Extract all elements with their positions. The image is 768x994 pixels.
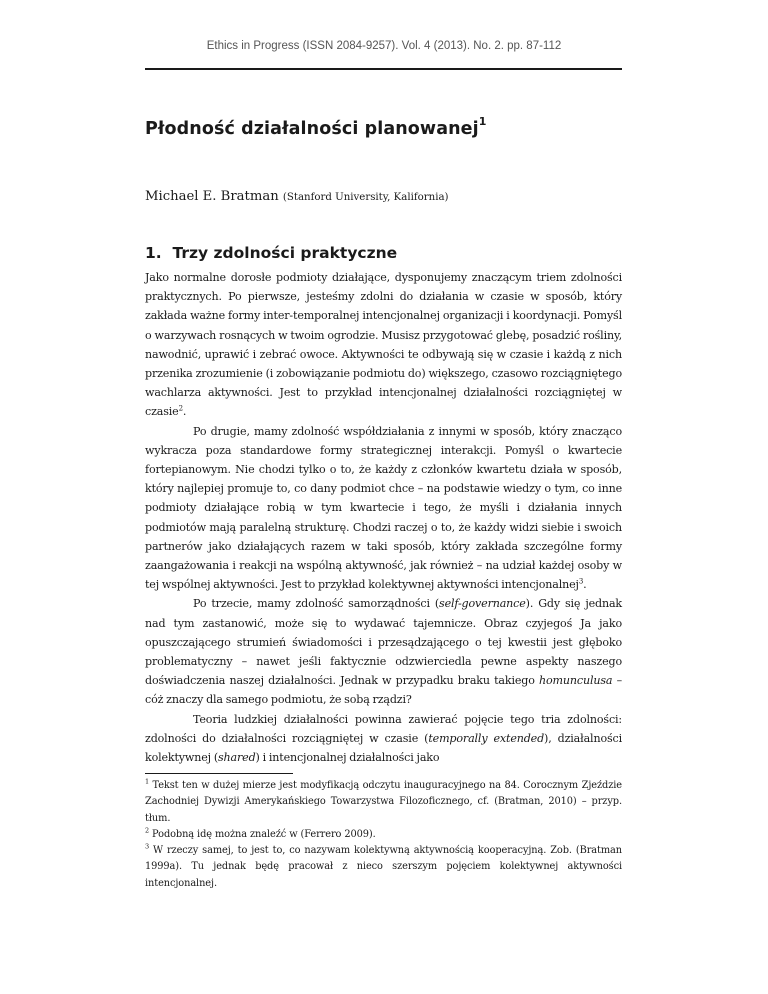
paragraph-2-end: .: [583, 578, 587, 592]
author-line: [145, 189, 449, 204]
paragraph-3-text-2: ). Gdy się jednak nad tym zastanowić, może się to wydawać tajemnicze. Obraz czyjegoś Ja jako opuszczającego strumień świadomości i przesądzającego o tej kwestii jest głęboko problematyczny – nawet jeśli faktycznie odzwierciedla pewne aspekty naszego doświadczenia naszej działalności. Jednak w przypadku braku takiego: [145, 597, 623, 688]
paragraph-3-text: Po trzecie, mamy zdolność samorządności (: [193, 597, 440, 611]
paragraph-1: [145, 268, 622, 422]
footnote-ref-2[interactable]: 2: [178, 404, 183, 413]
article-title: [145, 117, 625, 139]
footnote-ref-3[interactable]: 3: [578, 577, 584, 586]
body-text: [145, 268, 622, 767]
paragraph-4: [145, 710, 622, 768]
section-number: 1.: [145, 244, 162, 262]
footnote-mark: 1: [145, 777, 150, 786]
italic-term-temporally-extended: temporally extended: [428, 731, 545, 745]
section-title: Trzy zdolności praktyczne: [172, 244, 398, 262]
footnote-rule: [145, 773, 293, 774]
paragraph-3: [145, 594, 622, 709]
footnote-2: [145, 827, 622, 843]
paragraph-3-end: – cóż znaczy dla samego podmiotu, że sobą rządzi?: [145, 674, 623, 707]
paragraph-2: [145, 422, 622, 595]
footnote-text: Podobną idę można znaleźć w (Ferrero 2009).: [149, 828, 376, 840]
paragraph-4-text: Teoria ludzkiej działalności powinna zawierać pojęcie tego tria zdolności: zdolności do działalności rozciągniętej w czasie (: [145, 712, 622, 745]
article-title-text: Płodność działalności planowanej: [145, 118, 479, 139]
footnote-mark: 2: [145, 826, 150, 835]
footnote-3: [145, 843, 622, 892]
paragraph-4-end: ) i intencjonalnej działalności jako: [255, 751, 440, 765]
paragraph-1-end: .: [182, 405, 187, 419]
paragraph-4-text-2: ), działalności kolektywnej (: [145, 731, 622, 765]
author-affiliation: (Stanford University, Kalifornia): [282, 192, 449, 203]
footnote-text: W rzeczy samej, to jest to, co nazywam kolektywną aktywnością kooperacyjną. Zob. (Bratman 1999a). Tu jednak będę pracował z nieco szerszym pojęciem kolektywnej aktywności intencjonalnej.: [145, 845, 622, 889]
running-head: Ethics in Progress (ISSN 2084-9257). Vol. 4 (2013). No. 2. pp. 87-112: [206, 40, 562, 52]
paragraph-2-text: Po drugie, mamy zdolność współdziałania z innymi w sposób, który znacząco wykracza poza standardowe formy strategicznej interakcji. Pomyśl o kwartecie fortepianowym. Nie chodzi tylko o to, że każdy z członków kwartetu działa w sposób, który najlepiej promuje to, co dany podmiot chce – na podstawie wiedzy o tym, co inne podmioty działające robią w tym kwartecie i tego, że myśli i działania innych podmiotów mają paralelną strukturę. Chodzi raczej o to, że każdy widzi siebie i swoich partnerów jako działających razem w taki sposób, który zakłada szczególne formy zaangażowania i reakcji na wspólną aktywność, jak również – na udział każdej osoby w tej wspólnej aktywności. Jest to przykład kolektywnej aktywności intencjonalnej: [145, 424, 622, 592]
footnote-text: Tekst ten w dużej mierze jest modyfikacją odczytu inauguracyjnego na 84. Corocznym Zjeździe Zachodniej Dywizji Amerykańskiego Towarzystwa Filozoficznego, cf. (Bratman, 2010) – przyp. tłum.: [145, 780, 622, 824]
paragraph-1-text: Jako normalne dorosłe podmioty działające, dysponujemy znaczącym triem zdolności praktycznych. Po pierwsze, jesteśmy zdolni do działania w czasie w sposób, który zakłada ważne formy inter-temporalnej intencjonalnej organizacji i koordynacji. Pomyśl o warzywach rosnących w twoim ogrodzie. Musisz przygotować glebę, posadzić rośliny, nawodnić, uprawić i zebrać owoce. Aktywności te odbywają się w czasie i każdą z nich przenika zrozumienie (i zobowiązanie podmiotu do) większego, czasowo rozciągniętego wachlarza aktywności. Jest to przykład intencjonalnej działalności rozciągniętej w czasie: [145, 271, 622, 419]
title-footnote-ref[interactable]: 1: [478, 115, 487, 128]
footnote-mark: 3: [145, 842, 150, 851]
italic-term-self-governance: self-governance: [439, 597, 526, 611]
footnotes: [145, 778, 622, 892]
footnote-1: [145, 778, 622, 827]
header-rule: [145, 68, 622, 70]
italic-term-homunculusa: homunculusa: [539, 674, 613, 688]
author-name: Michael E. Bratman: [145, 189, 279, 204]
section-heading: [145, 244, 397, 262]
italic-term-shared: shared: [218, 751, 256, 765]
